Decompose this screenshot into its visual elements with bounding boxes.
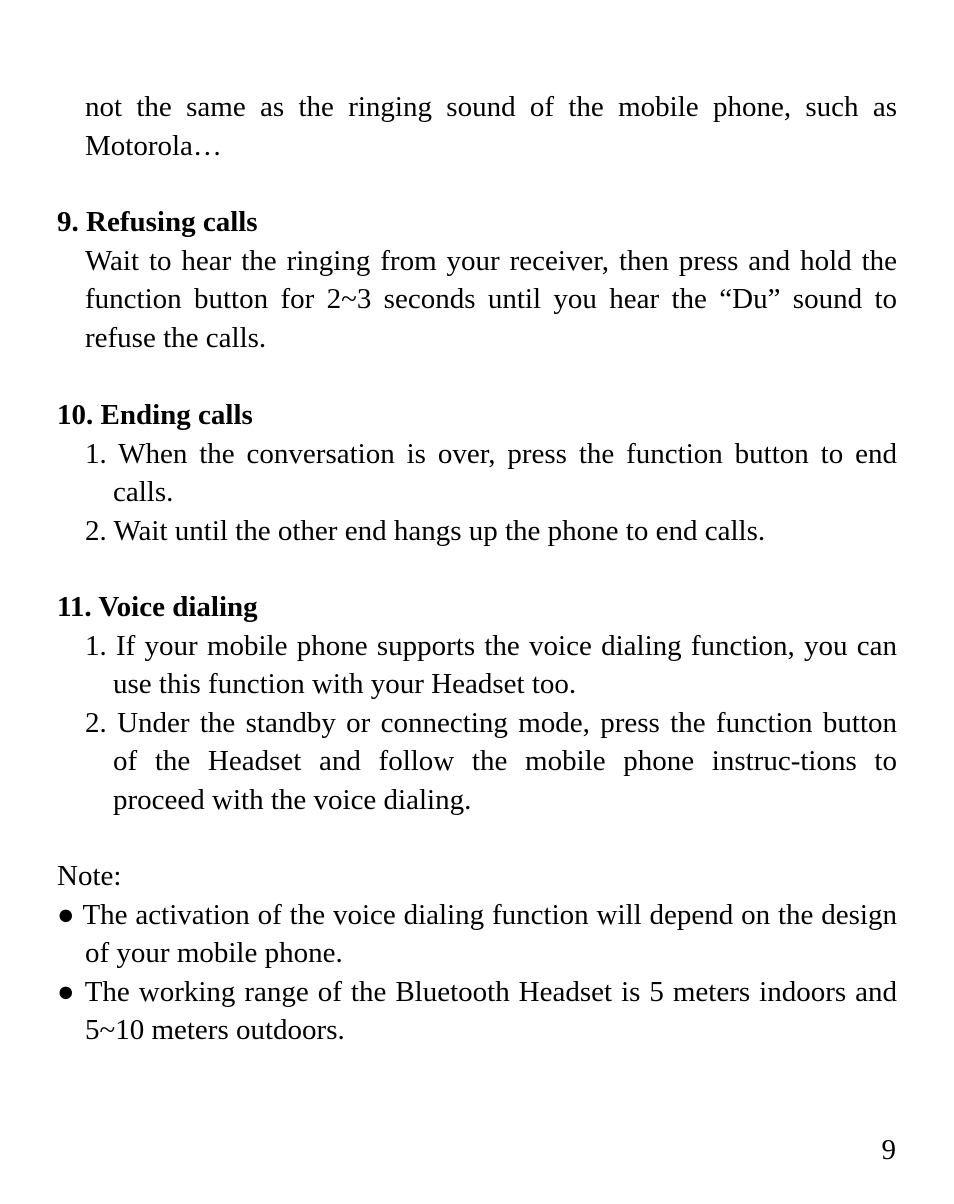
section-ending-calls — [0, 396, 954, 550]
section-refusing-calls — [0, 203, 954, 357]
refusing-calls-paragraph: Wait to hear the ringing from your receiver, then press and hold the function button for 2~3 seconds until you hear the “Du” sound to refuse the calls. — [85, 244, 897, 354]
note-bullet-2: ● The working range of the Bluetooth Headset is 5 meters indoors and 5~10 meters outdoors. — [57, 975, 897, 1046]
section-voice-dialing — [0, 588, 954, 819]
note-block — [0, 857, 954, 1050]
voice-dialing-item-1: 1. If your mobile phone supports the voice dialing function, you can use this function with your Headset too. — [85, 629, 897, 700]
continuation-paragraph: not the same as the ringing sound of the mobile phone, such as Motorola… — [85, 91, 897, 162]
continuation-block — [0, 88, 954, 165]
section-heading-voice-dialing: 11. Voice dialing — [57, 591, 258, 623]
section-heading-refusing-calls: 9. Refusing calls — [57, 206, 258, 238]
note-label: Note: — [57, 860, 122, 892]
ending-calls-item-2: 2. Wait until the other end hangs up the phone to end calls. — [85, 514, 766, 547]
page-number: 9 — [881, 1134, 896, 1166]
note-bullet-1: ● The activation of the voice dialing function will depend on the design of your mobile phone. — [57, 898, 897, 969]
ending-calls-item-1: 1. When the conversation is over, press the function button to end calls. — [85, 437, 897, 508]
voice-dialing-item-2: 2. Under the standby or connecting mode, press the function button of the Headset and follow the mobile phone instruc-tions to proceed with the voice dialing. — [85, 706, 897, 816]
section-heading-ending-calls: 10. Ending calls — [57, 399, 253, 431]
